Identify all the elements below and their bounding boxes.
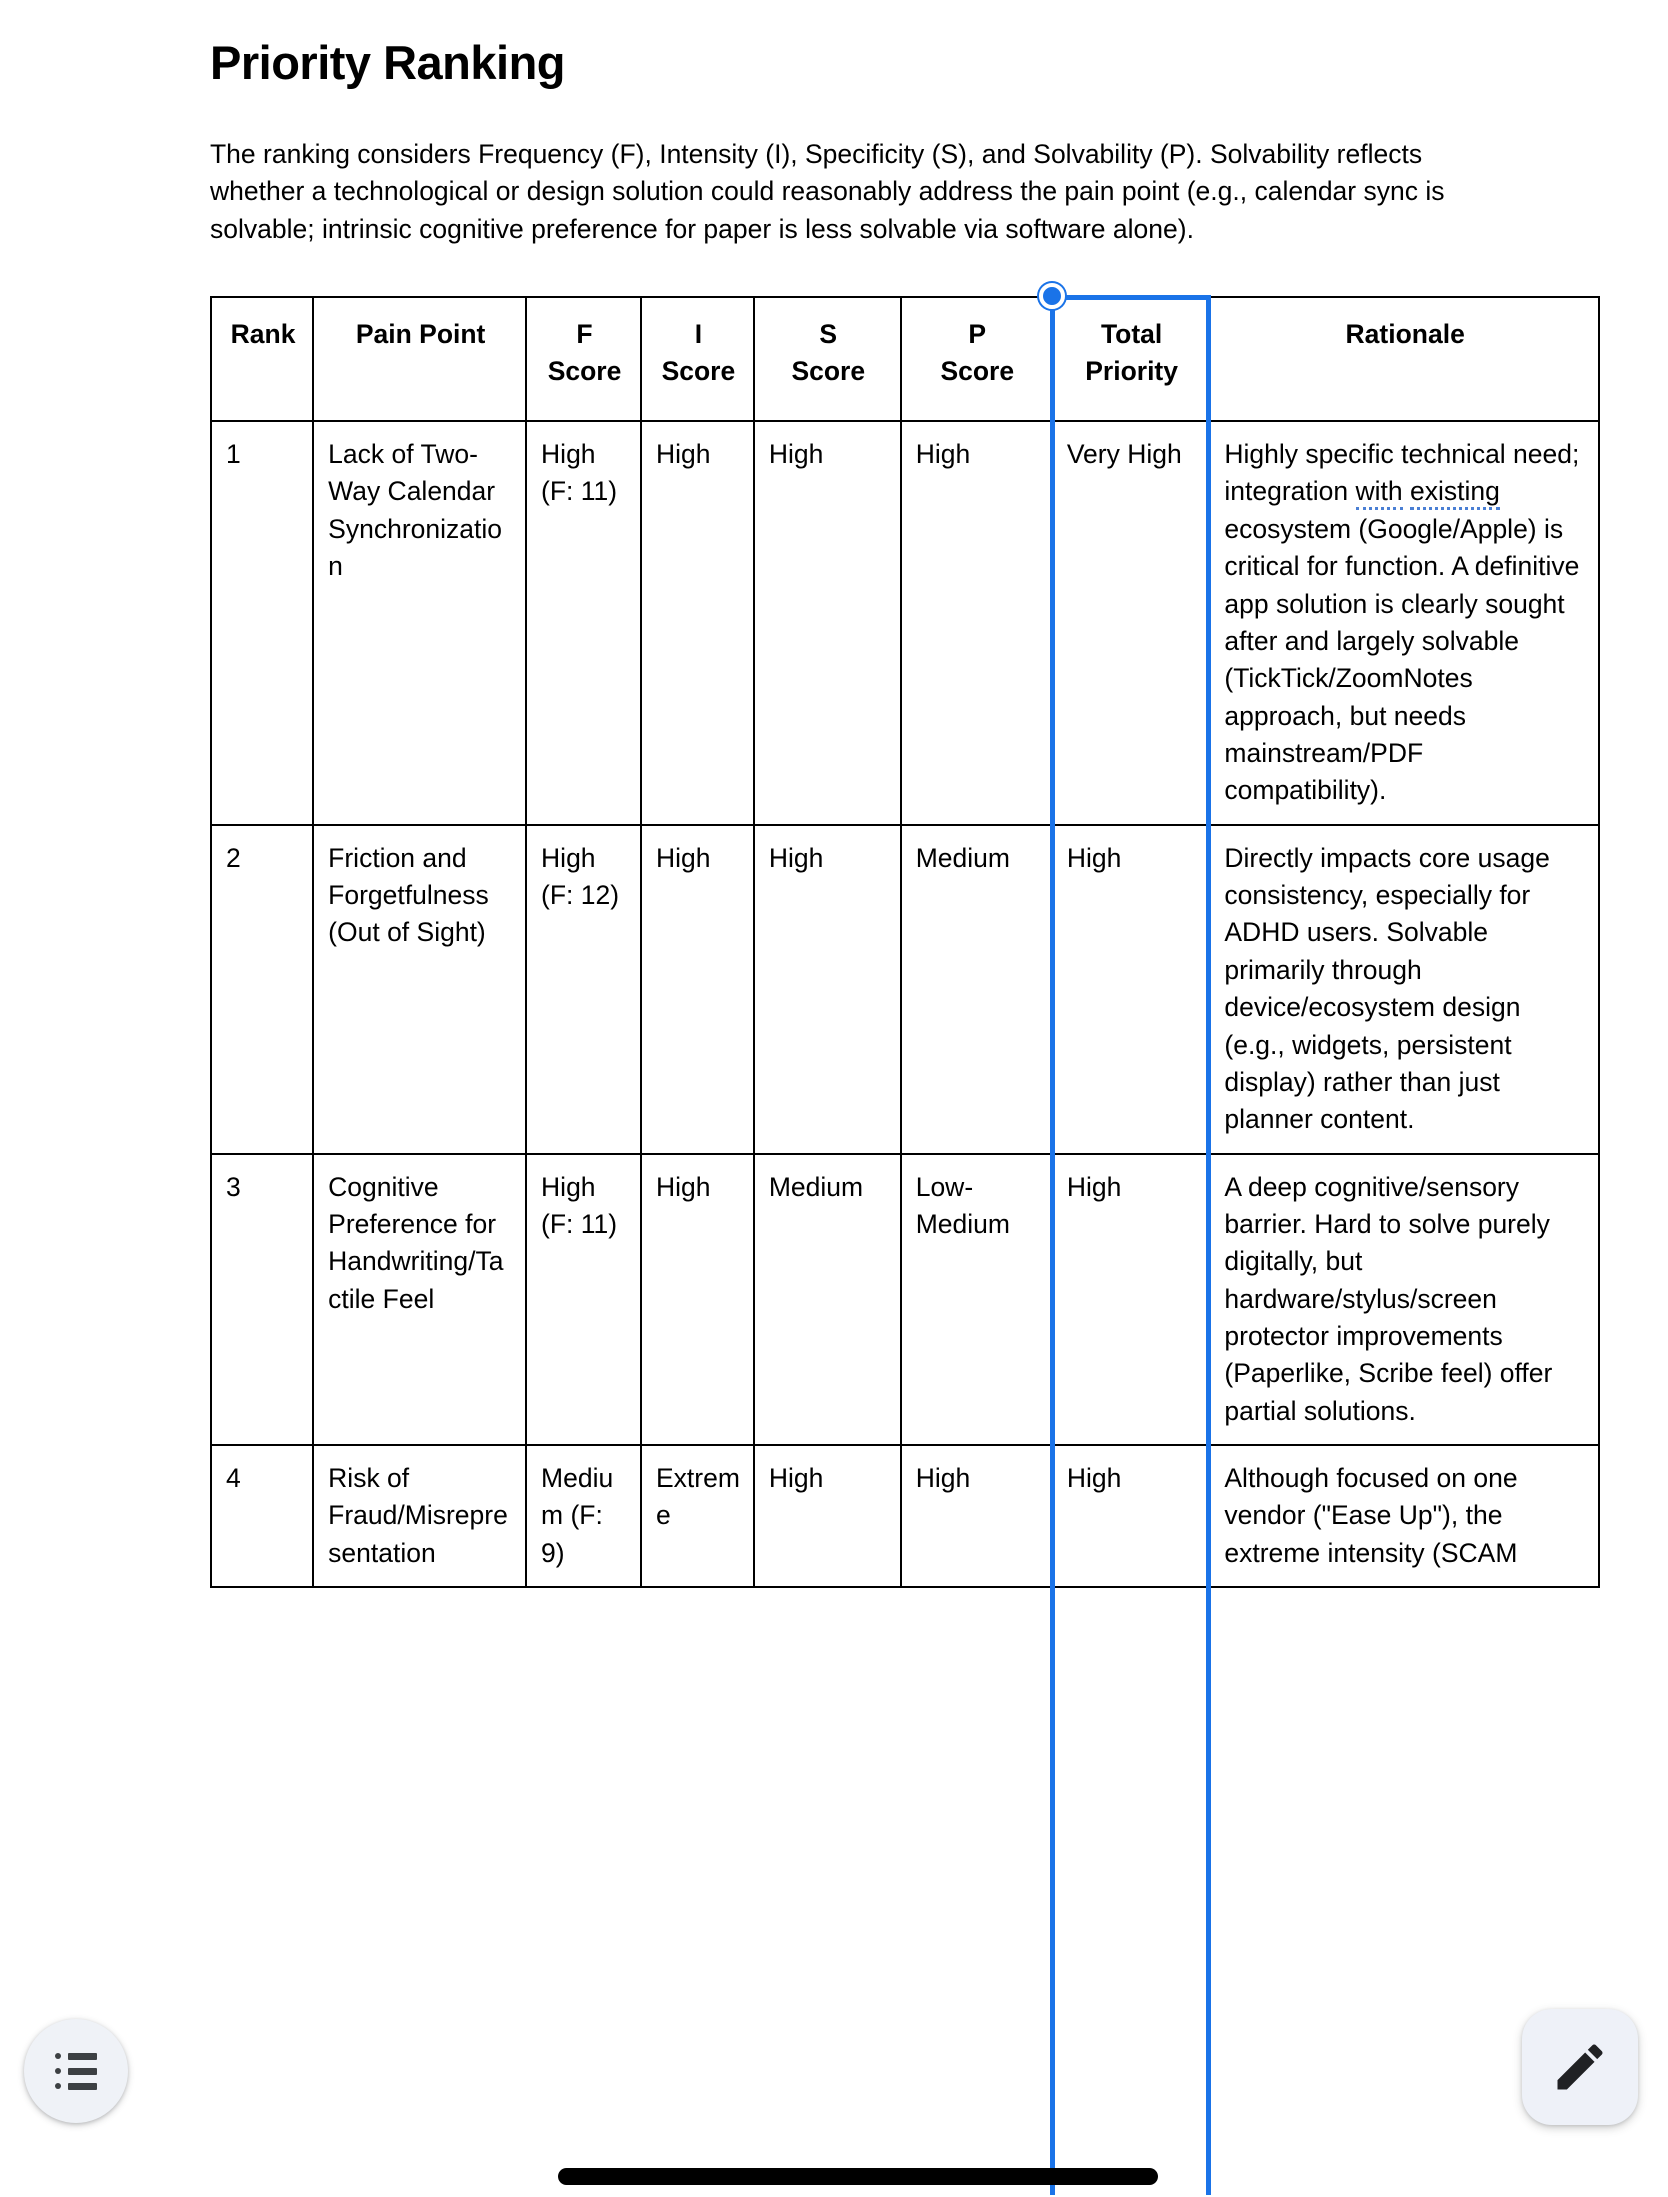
cell-rationale[interactable]: Although focused on one vendor ("Ease Up"), the extreme intensity (SCAM [1209, 1445, 1599, 1587]
cell-f-score[interactable]: High (F: 11) [526, 1154, 641, 1446]
table-row[interactable] [211, 1154, 1599, 1446]
p-score-label-line1: P [968, 319, 987, 350]
cell-s-score[interactable]: High [754, 825, 901, 1154]
cell-rank[interactable]: 3 [211, 1154, 313, 1446]
list-icon [55, 2053, 97, 2090]
cell-i-score[interactable]: High [641, 421, 754, 825]
cell-pain-point[interactable]: Lack of Two-Way Calendar Synchronization [313, 421, 526, 825]
priority-ranking-table[interactable] [210, 296, 1600, 1588]
column-header-total-priority[interactable] [1052, 297, 1210, 421]
i-score-label-line2: Score [661, 356, 736, 387]
edit-button[interactable] [1522, 2009, 1638, 2125]
column-header-f-score[interactable] [526, 297, 641, 421]
cell-rationale[interactable]: Directly impacts core usage consistency, especially for ADHD users. Solvable primarily through device/ecosystem design (e.g., widgets, persistent display) rather than just planner content. [1209, 825, 1599, 1154]
column-header-i-score[interactable] [641, 297, 754, 421]
document-outline-button[interactable] [24, 2019, 128, 2123]
page-title: Priority Ranking [210, 36, 566, 89]
table-row[interactable] [211, 421, 1599, 825]
column-header-s-score[interactable] [754, 297, 901, 421]
cell-p-score[interactable]: High [901, 421, 1052, 825]
cell-f-score[interactable]: High (F: 11) [526, 421, 641, 825]
s-score-label-line2: Score [791, 356, 866, 387]
cell-p-score[interactable]: High [901, 1445, 1052, 1587]
cell-rank[interactable]: 2 [211, 825, 313, 1154]
table-header-row [211, 297, 1599, 421]
f-score-label-line1: F [576, 319, 593, 350]
intro-paragraph: The ranking considers Frequency (F), Intensity (I), Specificity (S), and Solvability (P). Solvability reflects whether a technological or design solution could reasonably address the pain point (e.g., calendar sync is solvable; intrinsic cognitive preference for paper is less solvable via software alone). [210, 139, 1445, 244]
column-header-pain-point[interactable]: Pain Point [313, 297, 526, 421]
cell-total-priority[interactable]: Very High [1052, 421, 1210, 825]
f-score-label-line2: Score [547, 356, 622, 387]
table-body [211, 421, 1599, 1587]
cell-total-priority[interactable]: High [1052, 1154, 1210, 1446]
column-header-rationale[interactable]: Rationale [1209, 297, 1599, 421]
cell-p-score[interactable]: Low-Medium [901, 1154, 1052, 1446]
cell-s-score[interactable]: High [754, 1445, 901, 1587]
column-header-p-score[interactable] [901, 297, 1052, 421]
spellcheck-word-with[interactable]: with [1356, 476, 1403, 510]
cell-i-score[interactable]: Extreme [641, 1445, 754, 1587]
cell-i-score[interactable]: High [641, 1154, 754, 1446]
cell-pain-point[interactable]: Friction and Forgetfulness (Out of Sight) [313, 825, 526, 1154]
rationale-text-b [1403, 476, 1410, 506]
cell-rationale[interactable] [1209, 421, 1599, 825]
pencil-icon [1550, 2037, 1610, 2097]
cell-i-score[interactable]: High [641, 825, 754, 1154]
cell-s-score[interactable]: Medium [754, 1154, 901, 1446]
cell-f-score[interactable]: Medium (F: 9) [526, 1445, 641, 1587]
cell-rank[interactable]: 1 [211, 421, 313, 825]
cell-pain-point[interactable]: Cognitive Preference for Handwriting/Tactile Feel [313, 1154, 526, 1446]
rationale-text-c: ecosystem (Google/Apple) is critical for function. A definitive app solution is clearly sought after and largely solvable (TickTick/ZoomNotes approach, but needs mainstream/PDF compatibility). [1224, 513, 1580, 806]
cell-rationale[interactable]: A deep cognitive/sensory barrier. Hard to solve purely digitally, but hardware/stylus/screen protector improvements (Paperlike, Scribe feel) offer partial solutions. [1209, 1154, 1599, 1446]
cell-pain-point[interactable]: Risk of Fraud/Misrepresentation [313, 1445, 526, 1587]
total-priority-label-line2: Priority [1085, 356, 1178, 387]
table-row[interactable] [211, 1445, 1599, 1587]
s-score-label-line1: S [819, 319, 838, 350]
horizontal-scrollbar[interactable] [558, 2168, 1158, 2185]
cell-f-score[interactable]: High (F: 12) [526, 825, 641, 1154]
cell-s-score[interactable]: High [754, 421, 901, 825]
cell-total-priority[interactable]: High [1052, 1445, 1210, 1587]
p-score-label-line2: Score [940, 356, 1015, 387]
rationale-text-a: Highly specific technical need; integration [1224, 439, 1580, 507]
cell-total-priority[interactable]: High [1052, 825, 1210, 1154]
spellcheck-word-existing[interactable]: existing [1410, 476, 1500, 510]
i-score-label-line1: I [694, 319, 703, 350]
column-header-rank[interactable]: Rank [211, 297, 313, 421]
total-priority-label-line1: Total [1100, 319, 1163, 350]
cell-rank[interactable]: 4 [211, 1445, 313, 1587]
cell-p-score[interactable]: Medium [901, 825, 1052, 1154]
table-row[interactable] [211, 825, 1599, 1154]
